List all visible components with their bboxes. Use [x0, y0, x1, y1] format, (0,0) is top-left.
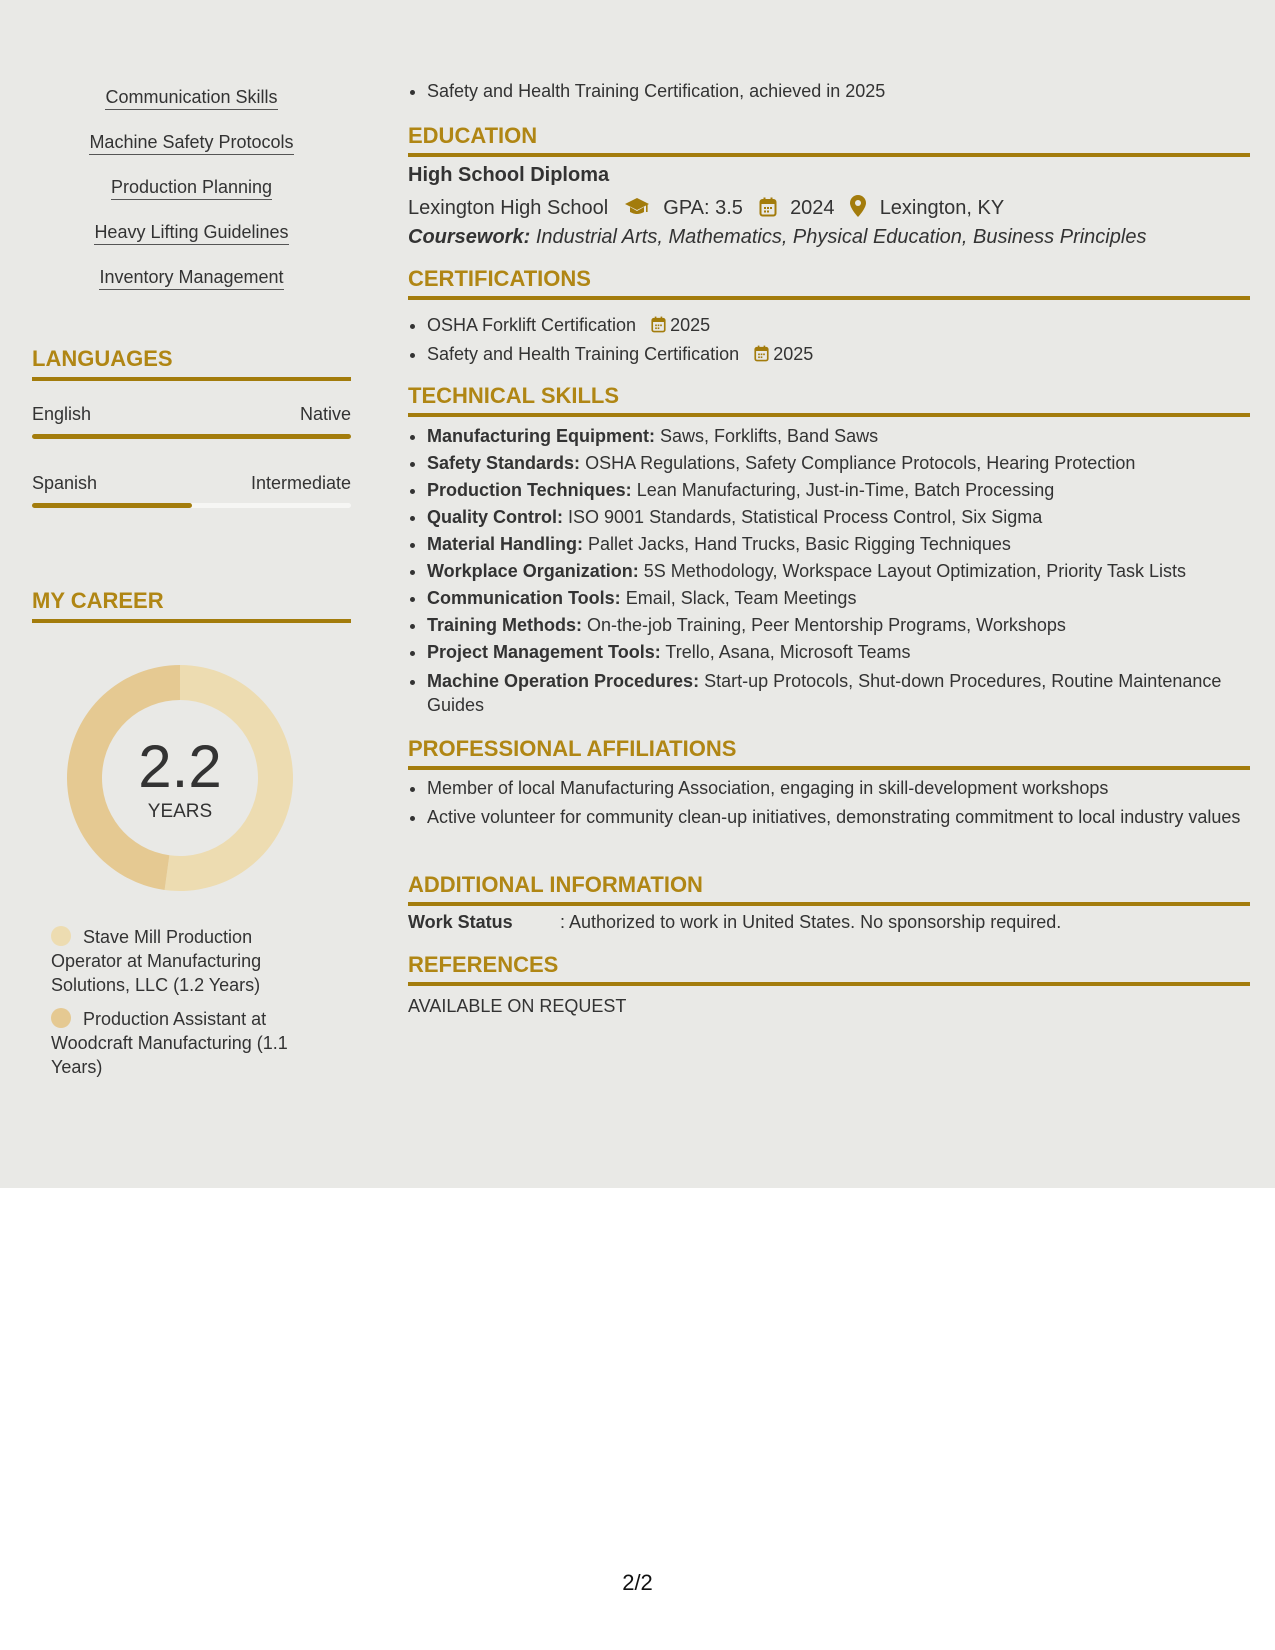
skill-values: On-the-job Training, Peer Mentorship Programs, Workshops: [587, 615, 1066, 635]
page-number: 2/2: [622, 1570, 653, 1595]
legend-dot: [51, 926, 71, 946]
skill-values: Saws, Forklifts, Band Saws: [660, 426, 879, 446]
skill-values: ISO 9001 Standards, Statistical Process Control, Six Sigma: [568, 507, 1043, 527]
career-total: 2.2: [138, 733, 222, 800]
certification-name: OSHA Forklift Certification: [427, 315, 637, 335]
language-bar-fill: [32, 503, 192, 508]
education-coursework: [408, 226, 1146, 249]
certification-year: 2025: [773, 344, 814, 364]
education-location: Lexington, KY: [879, 197, 1005, 219]
work-status-value: : Authorized to work in United States. No sponsorship required.: [560, 912, 1062, 932]
skill-item: [32, 221, 351, 246]
education-school: Lexington High School: [408, 197, 609, 219]
career-heading: MY CAREER: [32, 588, 351, 623]
certifications-heading: CERTIFICATIONS: [408, 266, 1250, 300]
skill-category: Safety Standards:: [427, 453, 581, 473]
skill-values: Email, Slack, Team Meetings: [625, 588, 857, 608]
skill-values: Start-up Protocols, Shut-down Procedures, Routine Maintenance Guides: [427, 671, 1222, 715]
certification-continuation-list: [408, 78, 1250, 105]
language-name: Spanish: [32, 473, 98, 493]
list-item: [427, 531, 1250, 558]
language-level: Intermediate: [250, 473, 351, 493]
language-level: Native: [299, 404, 351, 424]
certification-item: [427, 312, 1250, 341]
legend-label: Production Assistant at Woodcraft Manufacturing (1.1 Years): [51, 1009, 288, 1077]
list-item: • Active volunteer for community clean-up initiatives, demonstrating commitment to local industry values: [427, 805, 1250, 829]
skill-item: [32, 176, 351, 201]
work-status-label: Work Status: [408, 912, 513, 932]
skill-category: Manufacturing Equipment:: [427, 426, 655, 446]
skill-label: Production Planning: [111, 176, 272, 200]
skill-label: Machine Safety Protocols: [89, 131, 293, 155]
affiliations-list: [408, 775, 1250, 829]
skill-category: Project Management Tools:: [427, 642, 661, 662]
legend-item: [51, 1007, 321, 1079]
list-item: [427, 612, 1250, 639]
certification-item: [427, 341, 1250, 370]
skill-values: Pallet Jacks, Hand Trucks, Basic Rigging Techniques: [588, 534, 1011, 554]
skill-label: Heavy Lifting Guidelines: [94, 221, 288, 245]
skill-values: Trello, Asana, Microsoft Teams: [665, 642, 911, 662]
skill-values: 5S Methodology, Workspace Layout Optimization, Priority Task Lists: [643, 561, 1186, 581]
list-item: [427, 669, 1250, 717]
technical-skills-heading: TECHNICAL SKILLS: [408, 383, 1250, 417]
skill-category: Machine Operation Procedures:: [427, 671, 700, 691]
list-item: [427, 585, 1250, 612]
affiliations-heading: PROFESSIONAL AFFILIATIONS: [408, 736, 1250, 770]
skill-item: [32, 266, 351, 291]
location-pin-icon: [850, 195, 866, 223]
education-details: [408, 195, 1004, 223]
calendar-icon: [651, 314, 666, 341]
list-item: [427, 558, 1250, 585]
legend-item: [51, 925, 321, 997]
education-heading: EDUCATION: [408, 123, 1250, 157]
career-unit: YEARS: [147, 801, 213, 822]
list-item: [427, 423, 1250, 450]
skill-values: Lean Manufacturing, Just-in-Time, Batch Processing: [636, 480, 1055, 500]
language-bar: [32, 503, 351, 508]
language-bar-fill: [32, 434, 351, 439]
references-heading: REFERENCES: [408, 952, 1250, 986]
language-name: English: [32, 404, 92, 424]
skill-item: [32, 131, 351, 156]
legend-label: Stave Mill Production Operator at Manufacturing Solutions, LLC (1.2 Years): [51, 927, 262, 995]
skill-category: Material Handling:: [427, 534, 584, 554]
certifications-list: [408, 312, 1250, 370]
skill-values: OSHA Regulations, Safety Compliance Protocols, Hearing Protection: [585, 453, 1136, 473]
references-text: AVAILABLE ON REQUEST: [408, 996, 627, 1016]
career-donut-chart: [67, 665, 293, 891]
list-item: [427, 450, 1250, 477]
skill-category: Production Techniques:: [427, 480, 632, 500]
graduation-cap-icon: [624, 197, 650, 223]
skill-item: [32, 86, 351, 111]
work-status-row: [408, 912, 1061, 933]
education-degree: High School Diploma: [408, 164, 610, 186]
skills-list: [32, 86, 351, 311]
technical-skills-list: [408, 423, 1250, 717]
certification-name: Safety and Health Training Certification: [427, 344, 740, 364]
skill-label: Communication Skills: [105, 86, 277, 110]
list-item: [427, 504, 1250, 531]
language-bar: [32, 434, 351, 439]
list-item: • Member of local Manufacturing Association, engaging in skill-development workshops: [427, 775, 1250, 802]
education-gpa: GPA: 3.5: [663, 197, 743, 219]
skill-category: Communication Tools:: [427, 588, 621, 608]
career-legend: [51, 925, 321, 1089]
calendar-icon: [759, 197, 777, 223]
calendar-icon: [754, 343, 769, 370]
skill-category: Workplace Organization:: [427, 561, 639, 581]
skill-category: Quality Control:: [427, 507, 563, 527]
list-item: • Safety and Health Training Certification, achieved in 2025: [427, 78, 1250, 105]
list-item: [427, 639, 1250, 666]
languages-heading: LANGUAGES: [32, 346, 351, 381]
skill-category: Training Methods:: [427, 615, 582, 635]
certification-year: 2025: [670, 315, 711, 335]
additional-info-heading: ADDITIONAL INFORMATION: [408, 872, 1250, 906]
list-item: [427, 477, 1250, 504]
coursework-label: Coursework:: [408, 226, 531, 248]
coursework-value: Industrial Arts, Mathematics, Physical Education, Business Principles: [535, 226, 1147, 248]
skill-label: Inventory Management: [99, 266, 283, 290]
education-year: 2024: [790, 197, 835, 219]
legend-dot: [51, 1008, 71, 1028]
